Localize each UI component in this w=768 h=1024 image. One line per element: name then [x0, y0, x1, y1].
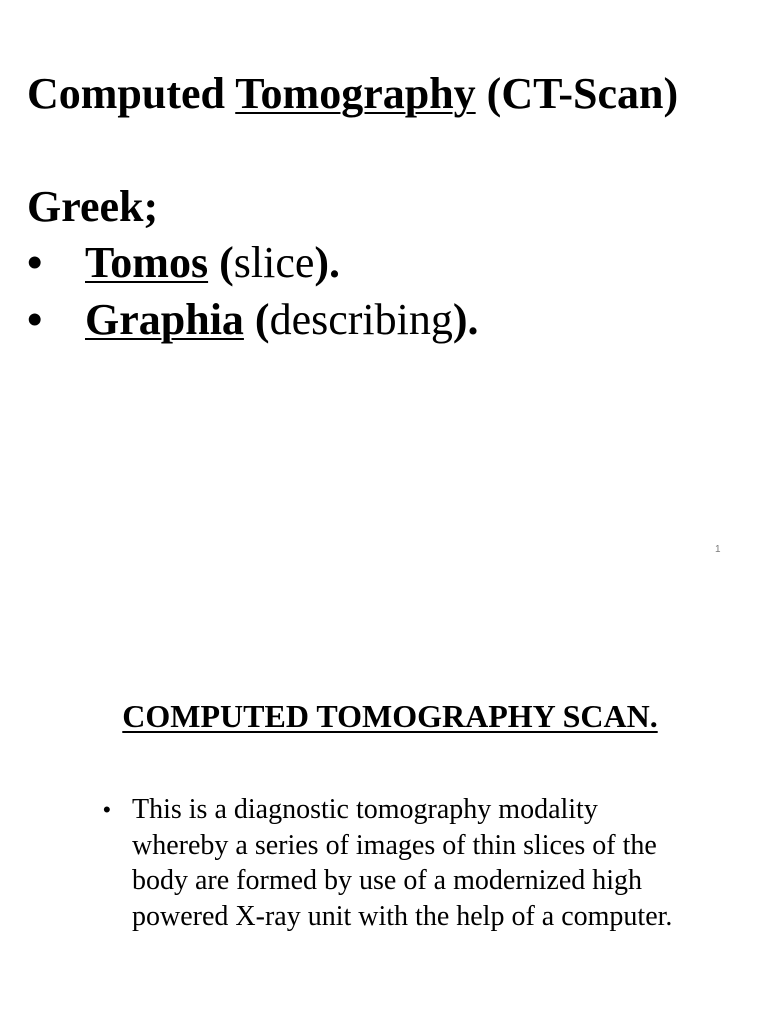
title-part-computed: Computed [27, 69, 236, 118]
bullet-icon: • [27, 238, 43, 287]
paren-close: ). [314, 238, 341, 287]
bullet-icon: • [103, 797, 111, 822]
paren-open: ( [243, 295, 270, 344]
paren-open: ( [208, 238, 234, 287]
title-part-tomography: Tomography [235, 69, 476, 118]
meaning-slice: slice [233, 238, 315, 287]
slide-2-title [0, 696, 768, 736]
bullet-paragraph [103, 792, 683, 934]
term-graphia: Graphia [85, 295, 244, 344]
list-item-graphia [27, 294, 479, 346]
term-tomos: Tomos [85, 238, 209, 287]
greek-label: Greek; [27, 182, 159, 231]
slide-title [27, 68, 678, 120]
page-number: 1 [715, 544, 721, 555]
paren-close: ). [452, 295, 479, 344]
bullet-icon: • [27, 295, 43, 344]
slide-2 [0, 620, 768, 1024]
paragraph-text: This is a diagnostic tomography modality whereby a series of images of thin slices of the body are formed by use of a modernized high powered X-ray unit with the help of a computer. [132, 794, 673, 932]
slide-2-title-text: COMPUTED TOMOGRAPHY SCAN. [122, 698, 658, 734]
title-part-ct-scan: (CT-Scan) [475, 69, 679, 118]
meaning-describing: describing [269, 295, 453, 344]
list-item-tomos [27, 237, 340, 289]
